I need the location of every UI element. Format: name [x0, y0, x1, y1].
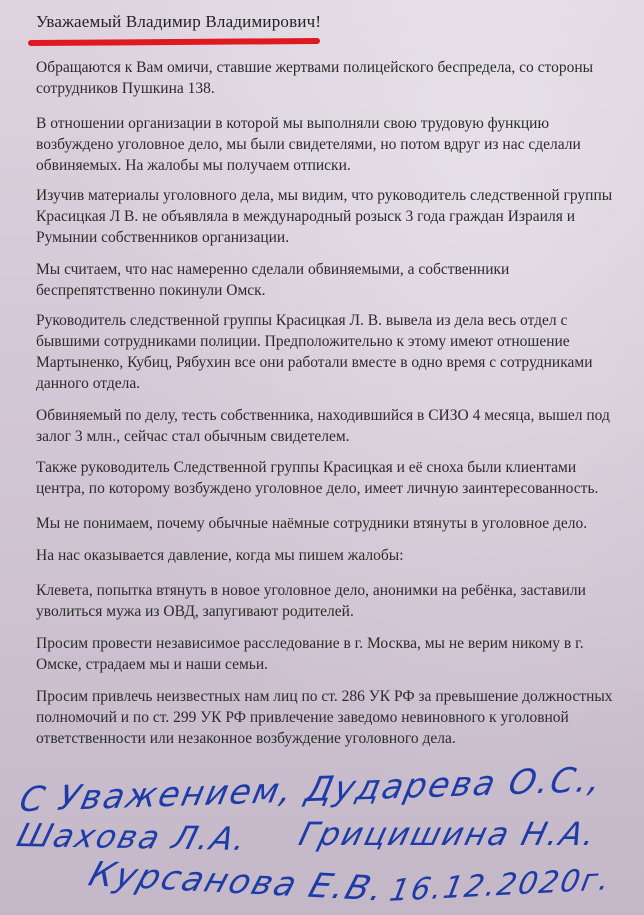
- paragraph-6: Обвиняемый по делу, тесть собственника, находившийся в СИЗО 4 месяца, вышел под залог 3 млн., сейчас стал обычным свидетелем.: [36, 407, 610, 445]
- paragraph-7: Также руководитель Следственной группы Красицкая и её сноха были клиентами центра, по которому возбуждено уголовное дело, имеет личную заинтересованность.: [36, 459, 599, 497]
- paragraph-8: Мы не понимаем, почему обычные наёмные сотрудники втянуты в уголовное дело.: [36, 515, 588, 532]
- paragraph-1: Обращаются к Вам омичи, ставшие жертвами полицейского беспредела, со стороны сотрудников Пушкина 138.: [36, 59, 594, 97]
- paragraph-12: Просим привлечь неизвестных нам лиц по ст. 286 УК РФ за превышение должностных полномочий и по ст. 299 УК РФ привлечение заведомо невиновного к уголовной ответственности или незаконное возбуждение уголовного дела.: [36, 688, 613, 747]
- paragraph-11: Просим провести независимое расследование в г. Москва, мы не верим никому в г. Омске, страдаем мы и наши семьи.: [36, 635, 584, 673]
- paragraph-3: Изучив материалы уголовного дела, мы видим, что руководитель следственной группы Красицкая Л В. не объявляла в международный розыск 3 года граждан Израиля и Румынии собственников организации.: [36, 187, 613, 246]
- handwritten-signature-shakhova: Шахова Л.А.: [12, 816, 253, 858]
- red-highlight-underline: [28, 38, 320, 46]
- handwritten-signature-line-1: С Уважением, Дударева О.С.,: [15, 759, 607, 821]
- paragraph-2: В отношении организации в которой мы выполняли свою трудовую функцию возбуждено уголовное дело, мы были свидетелями, но потом вдруг из нас сделали обвиняемых. На жалобы мы получаем отписки.: [36, 115, 581, 174]
- paragraph-10: Клевета, попытка втянуть в новое уголовное дело, анонимки на ребёнка, заставили уволиться мужа из ОВД, запугивают родителей.: [36, 582, 586, 620]
- handwritten-date: 16.12.2020г.: [386, 862, 615, 909]
- paragraph-9: На нас оказывается давление, когда мы пишем жалобы:: [36, 547, 404, 564]
- letter-greeting: Уважаемый Владимир Владимирович!: [36, 12, 322, 31]
- handwritten-signature-gritsishina: Грицишина Н.А.: [295, 815, 602, 853]
- paragraph-5: Руководитель следственной группы Красицкая Л. В. вывела из дела весь отдел с бывшими сотрудниками полиции. Предположительно к этому имеют отношение Мартыненко, Кубиц, Рябухин все они работали вместе в одно время с сотрудниками данного отдела.: [36, 312, 593, 392]
- handwritten-signature-kursanova: Курсанова Е.В.: [84, 854, 391, 910]
- paragraph-4: Мы считаем, что нас намеренно сделали обвиняемыми, а собственники беспрепятственно покинули Омск.: [36, 261, 510, 299]
